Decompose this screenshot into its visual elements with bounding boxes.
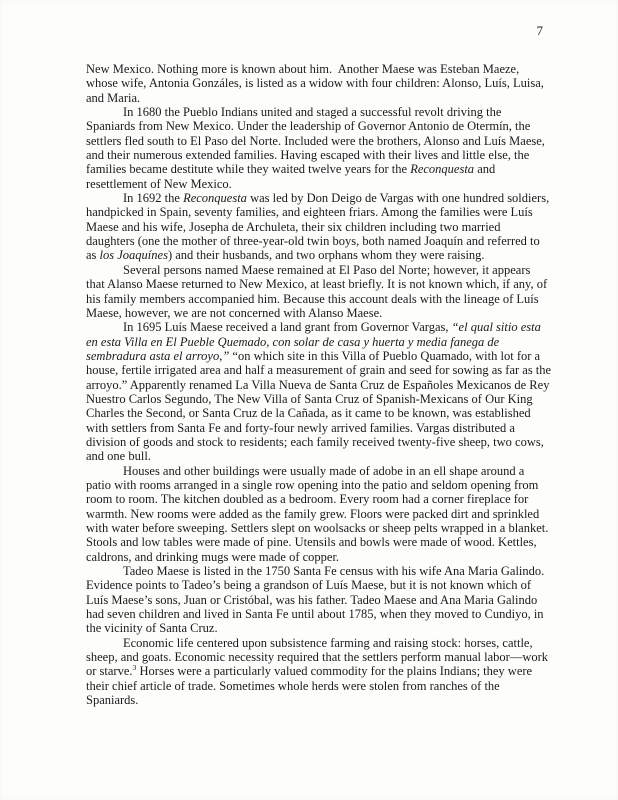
paragraph [86,564,552,636]
text-segment: ) and their husbands, and two orphans whom they were raising. [167,248,485,263]
text-segment: and resettlement of New Mexico. [86,162,496,191]
text-segment: Several persons named Maese remained at El Paso del Norte; however, it appears that Alanso Maese returned to New Mexico, at least briefly. It is not known which, if any, of his family members accompanied him. Because this account deals with the lineage of Luís Maese, however, we are not concerned with Alanso Maese. [86,262,548,320]
paragraph [86,105,552,191]
footnote-marker: 3 [132,663,137,673]
text-segment: Economic life centered upon subsistence farming and raising stock: horses, cattle, sheep, and goats. Economic necessity required that the settlers perform manual labor—work or starve. [86,635,549,679]
italic-text-segment: Reconquesta [183,191,247,206]
paragraph [86,320,552,463]
italic-text-segment: “el qual sitio esta en esta Villa en El Pueble Quemado, con solar de casa y huerta y media fanega de sembradura asta el arroyo,” [86,320,541,363]
text-segment: Houses and other buildings were usually made of adobe in an ell shape around a patio with rooms arranged in a single row opening into the patio and seldom opening from room to room. The kitchen doubled as a bedroom. Every room had a corner fireplace for warmth. New rooms were added as the family grew. Floors were packed dirt and sprinkled with water before sweeping. Settlers slept on woolsacks or sheep pelts wrapped in a blanket. Stools and low tables were made of pine. Utensils and bowls were made of wood. Kettles, caldrons, and drinking mugs were made of copper. [86,463,549,564]
text-segment: Tadeo Maese is listed in the 1750 Santa Fe census with his wife Ana Maria Galindo. Evidence points to Tadeo’s being a grandson of Luís Maese, but it is not known which of Luís Maese’s sons, Juan or Cristóbal, was his father. Tadeo Maese and Ana Maria Galindo had seven children and lived in Santa Fe until about 1785, when they moved to Cundiyo, in the vicinity of Santa Cruz. [86,564,545,636]
text-segment: Horses were a particularly valued commodity for the plains Indians; they were their chief article of trade. Sometimes whole herds were stolen from ranches of the Spaniards. [86,664,533,708]
paragraph [86,62,552,105]
paragraph [86,464,552,564]
paragraph [86,263,552,320]
text-segment: In 1680 the Pueblo Indians united and staged a successful revolt driving the Spaniards from New Mexico. Under the leadership of Governor Antonio de Otermín, the settlers fled south to El Paso del Norte. Included were the brothers, Alonso and Luís Maese, and their numerous extended families. Having escaped with their lives and little else, the families became destitute while they waited twelve years for the [86,105,545,177]
text-segment: was led by Don Deigo de Vargas with one hundred soldiers, handpicked in Spain, seventy families, and eighteen friars. Among the families were Luís Maese and his wife, Josepha de Archuleta, their six children including two married daughters (one the mother of three-year-old twin boys, both named Joaquín and referred to as [86,191,550,263]
page-number: 7 [536,23,543,38]
paragraph [86,191,552,263]
paragraph [86,636,552,708]
italic-text-segment: los Joaquínes [99,248,168,263]
text-segment: “on which site in this Villa of Pueblo Quamado, with lot for a house, fertile irrigated area and half a measurement of grain and seed for sowing as far as the arroyo.” Apparently renamed La Villa Nueva de Santa Cruz de Españoles Mexicanos de Rey Nuestro Carlos Segundo, The New Villa of Santa Cruz of Spanish-Mexicans of Our King Charles the Second, or Santa Cruz de la Cañada, as it came to be known, was established with settlers from Santa Fe and forty-four newly arrived families. Vargas distributed a division of goods and stock to residents; each family received twenty-five sheep, two cows, and one bull. [86,348,552,464]
text-segment: New Mexico. Nothing more is known about him. Another Maese was Esteban Maeze, whose wife, Antonia Gonzáles, is listed as a widow with four children: Alonso, Luís, Luisa, and Maria. [86,62,544,105]
text-segment: In 1695 Luís Maese received a land grant from Governor Vargas, [123,320,452,335]
italic-text-segment: Reconquesta [410,162,475,177]
document-body [86,62,552,707]
text-segment: In 1692 the [123,191,184,206]
